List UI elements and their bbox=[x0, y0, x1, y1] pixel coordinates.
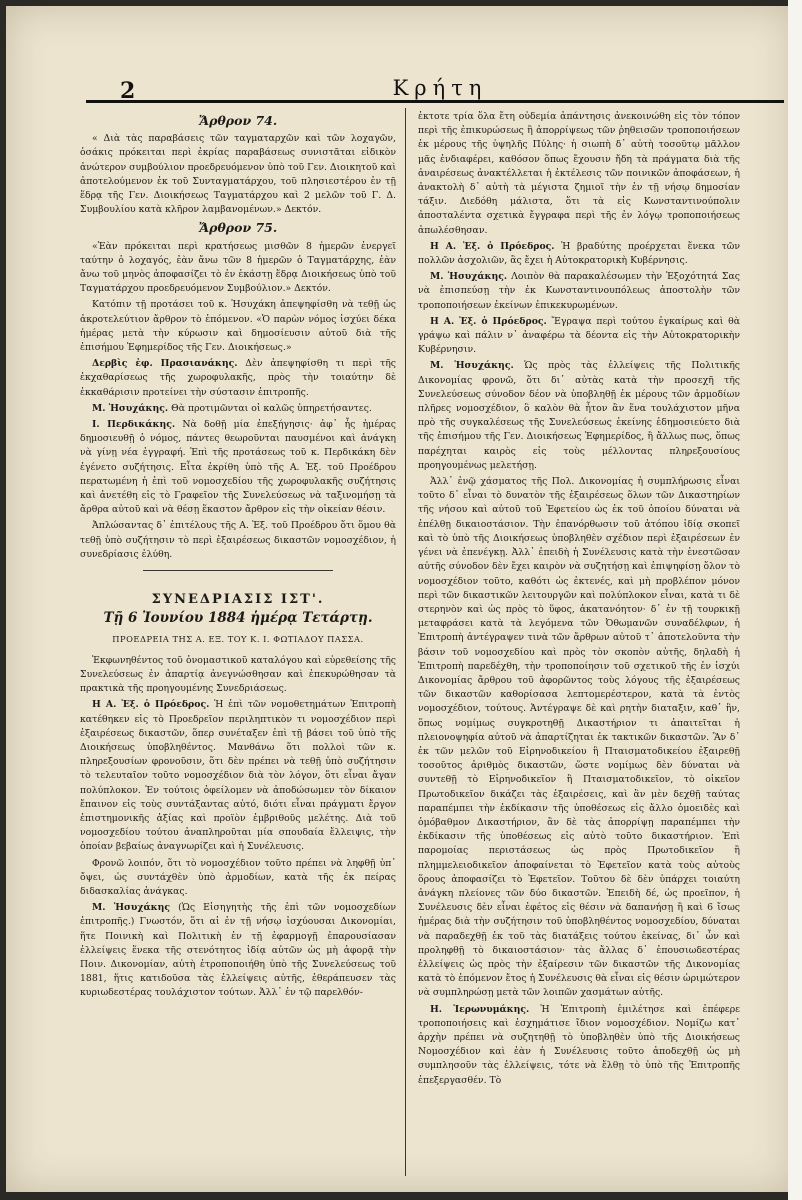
speaker-name: Μ. Ἡσυχάκης. bbox=[92, 402, 169, 414]
newspaper-title: Κρήτη bbox=[392, 76, 488, 100]
speech-text: Ἡ ἐπὶ τῶν νομοθετημάτων Ἐπιτροπὴ κατέθηκεν εἰς τὸ Προεδρεῖον περιληπτικὸν τι νομοσχέδιον περὶ ἐξαιρέσεως δικαστῶν, ὅπερ συνέταξεν ἐπὶ τῇ βάσει τοῦ ὑπὸ τῆς Διοικήσεως ὑποβληθέντος. Μανθάνω ὅτι πολλοὶ τῶν κ. πληρεξουσίων φρονοῦσιν, ὅτι δὲν πρέπει νὰ τεθῇ ὑπὸ συζήτησιν τὸ τελευταῖον τοῦτο νομοσχέδιον διὰ τὸν λόγον, ὅτι εἶναι ἄγαν πολύπλοκον. Ἐν τούτοις ὀφείλομεν νὰ ἀποδώσωμεν τὸν δίκαιον ἔπαινον εἰς τοὺς συντάξαντας αὐτό, διότι εἶναι πράγματι ἔργον ἐπιστημονικῆς ἀξίας καὶ προϊὸν ἐμβριθοῦς μελέτης. Διὰ τοῦ νομοσχεδίου τούτου ἀναπληροῦται μία σπουδαία ἔλλειψις, τὴν ὁποίαν βεβαίως ἀναγνωρίζει καὶ ἡ Συνέλευσις. bbox=[80, 699, 396, 853]
left-column bbox=[80, 110, 396, 1003]
speech-paragraph bbox=[80, 698, 396, 854]
scan-edge bbox=[788, 0, 802, 1200]
paragraph: ἐκτοτε τρία ὅλα ἔτη οὐδεμία ἀπάντησις ἀνεκοινώθη εἰς τὸν τόπον περὶ τῆς ἐπικυρώσεως ἢ ἀπορρίψεως τῶν ῥηθεισῶν τροποποιήσεων ἐκ μέρους τῆς ὑψηλῆς Πύλης· ἡ σιωπὴ δ᾽ αὐτὴ τοσοῦτῳ μᾶλλον μᾶς ἐνδιαφέρει, καθόσον ὅπως ἔχουσιν ἤδη τὰ πράγματα διὰ τῆς ἀναιρέσεως ἀνακτέλλεται ἡ ἐκτέλεσις τῶν ποινικῶν ἀποφάσεων, ἡ ἀνακτολὴ δ᾽ αὐτὴ τὰ μέγιστα ζημιοῖ τὴν ἐν τῇ νήσῳ δημοσίαν τάξιν. Διεδόθη μάλιστα, ὅτι τὰ εἰς Κωνσταντινούπολιν ἀποσταλέντα σχετικὰ ἔγγραφα περὶ τῆς ἐν λόγῳ τροποποιήσεως ἀπωλέσθησαν. bbox=[418, 111, 740, 236]
speech-text: Νὰ δοθῇ μία ἐπεξήγησις· ἀφ᾽ ἧς ἡμέρας δημοσιευθῇ ὁ νόμος, πάντες θεωροῦνται παυσμένοι καὶ ἀνάγκη νὰ γίνῃ νέα ἐγγραφή. Ἐπὶ τῆς προτάσεως τοῦ κ. Περδικάκη δὲν ἐγένετο συζήτησις. Εἶτα ἐκρίθη ὑπὸ τῆς Α. Ἐξ. τοῦ Προέδρου περατωμένη ἡ ἐπὶ τοῦ νομοσχεδίου τῆς χωροφυλακῆς συζήτησις καὶ ἀνετέθη εἰς τὸ Γραφεῖον τῆς Συνελεύσεως νὰ ταξινομήσῃ τὰ ἄρθρα αὐτοῦ καὶ νὰ θέσῃ ἕκαστον ἄρθρον εἰς τὴν οἰκείαν θέσιν. bbox=[80, 419, 396, 516]
speaker-name: Η. Ἱερωνυμάκης. bbox=[430, 1003, 530, 1015]
article-75-heading: Ἄρθρον 75. bbox=[198, 220, 278, 236]
article-75-text: «Ἐὰν πρόκειται περὶ κρατήσεως μισθῶν 8 ἡμερῶν ἐνεργεῖ ταύτην ὁ λοχαγός, ἐὰν ἄνω τῶν 8 ἡμερῶν ὁ Ταγματάρχης, ἐὰν ἄνω τοῦ μηνὸς ἀποφασίζει τὸ ἐν ἑκάστῃ ἕδρᾳ Διοικήσεως ὑπὸ τοῦ Ταγματάρχου προεδρευόμενον Συμβούλιον.» Δεκτόν. bbox=[80, 240, 396, 295]
speech-text: Λοιπὸν θὰ παρακαλέσωμεν τὴν Ἐξοχότητά Σας νὰ ἐπισπεύσῃ τὴν ἐκ Κωνσταντινουπόλεως ἀποστολὴν τῶν τροποποιήσεων ἐκείνων ἐπικεκυρωμένων. bbox=[418, 271, 740, 311]
paragraph: Κατόπιν τῇ προτάσει τοῦ κ. Ἡσυχάκη ἀπεψηφίσθη νὰ τεθῇ ὡς ἀκροτελεύτιον ἄρθρον τὸ ἑπόμενον. «Ὁ παρὼν νόμος ἰσχύει δέκα ἡμέρας μετὰ τὴν κύρωσιν καὶ δημοσίευσιν αὐτοῦ διὰ τῆς ἐπισήμου Ἐφημερίδος τῆς Γεν. Διοικήσεως.» bbox=[80, 299, 396, 354]
article-74-text: « Διὰ τὰς παραβάσεις τῶν ταγματαρχῶν καὶ τῶν λοχαγῶν, ὁσάκις πρόκειται περὶ ἐκρίας παραβάσεως συνιστᾶται εἰδικὸν ἀνώτερον συμβούλιον προεδρευόμενον ὑπὸ τοῦ Γεν. Διοικητοῦ καὶ ἀποτελούμενον ἐκ τοῦ Συνταγματάρχου, τοῦ πλησιεστέρου ἐν τῇ ἕδρᾳ τῆς Γεν. Διοικήσεως Ταγματάρχου καὶ 2 μελῶν τοῦ Γ. Δ. Συμβουλίου κατὰ κλῆρον λαμβανομένων.» Δεκτόν. bbox=[80, 133, 396, 216]
speech-paragraph bbox=[418, 359, 740, 473]
speaker-name: Η Α. Ἐξ. ὁ Πρόεδρος. bbox=[430, 315, 547, 327]
speech-paragraph bbox=[418, 240, 740, 268]
speech-text: Θὰ προτιμῶνται οἱ καλῶς ὑπηρετήσαντες. bbox=[171, 402, 372, 414]
speech-text: Δὲν ἀπεψηφίσθη τι περὶ τῆς ἐκχαθαρίσεως τῆς χωροφυλακῆς, πρὸς τὴν τοιαύτην δὲ ἐκκαθάρισιν προτείνει τὴν σύστασιν ἐπιτροπῆς. bbox=[80, 358, 396, 398]
speech-text: Ἡ Ἐπιτροπὴ ἐμιλέτησε καὶ ἐπέφερε τροποποιήσεις καὶ ἐσχημάτισε ἴδιον νομοσχέδιον. Νομίζω κατ᾽ ἀρχὴν πρέπει νὰ συζητηθῇ τὸ ὑποβληθὲν ὑπὸ τῆς Διοικήσεως Νομοσχέδιον καὶ ἐὰν ἡ Συνέλευσις τοῦτο ἀποδεχθῇ ὡς μὴ συμπλησοῦν τὰς ἐλλείψεις, τότε νὰ ἔλθῃ τὸ ὑπὸ τῆς Ἐπιτροπῆς ἐπεξεργασθέν. Τὸ bbox=[418, 1003, 740, 1086]
speech-paragraph bbox=[418, 1003, 740, 1088]
speaker-name: Δερβὶς ἐφ. Πρασιανάκης. bbox=[92, 358, 238, 370]
speech-text: Ὡς πρὸς τὰς ἐλλείψεις τῆς Πολιτικῆς Δικονομίας φρονῶ, ὅτι δι᾽ αὐτὰς κατὰ τὴν προσεχῆ τῆς Συνελεύσεως σύνοδον δέον νὰ ὑποβληθῇ ἐκ μέρους τῶν ἁρμοδίων πλῆρες νομοσχέδιον, ὃ καλὸν θὰ ἦτον ἂν ἕνα τουλάχιστον μῆνα πρὸ τῆς συγκαλέσεως τῆς Συνελεύσεως ἐκείνης ἐδημοσιεύετο διὰ τῆς ἐπισήμου τῆς Γεν. Διοικήσεως Ἐφημερίδος, ἢ ἄλλως πως, ὅπως παρέχηται καιρὸς εἰς τοὺς μέλλοντας πληρεξουσίους προηγουμένως μελετήσῃ. bbox=[418, 360, 741, 471]
speech-text: (Ὡς Εἰσηγητὴς τῆς ἐπὶ τῶν νομοσχεδίων ἐπιτροπῆς.) Γνωστόν, ὅτι αἱ ἐν τῇ νήσῳ ἰσχύουσαι Δικονομίαι, ἥτε Ποινικὴ καὶ Πολιτικὴ ἐν τῇ ἐφαρμογῇ ἐπαρουσίασαν ἐλλείψεις ἕνεκα τῆς στενότητος ἰδίᾳ αὐτῶν ὡς μὴ ἀφορᾷ τὴν Ποιν. Δικονομίαν, αὐτὴ ἐτροποποιήθη ὑπὸ τῆς Συνελεύσεως τοῦ 1881, ἥτις κατιδοῦσα τὰς ἐλλείψεις αὐτῆς, ἐθεράπευσεν τὰς κυριωδεστέρας τουλάχιστον τούτων. Ἀλλ᾽ ἐν τῷ παρελθόν- bbox=[80, 902, 396, 999]
column-divider bbox=[405, 108, 406, 1176]
speech-paragraph bbox=[80, 402, 396, 416]
header-rule bbox=[86, 100, 784, 103]
session-date: Τῇ 6 Ἰουνίου 1884 ἡμέρᾳ Τετάρτῃ. bbox=[103, 610, 373, 627]
speaker-name: Ι. Περδικάκης. bbox=[92, 419, 176, 431]
article-74-heading: Ἄρθρον 74. bbox=[198, 113, 278, 128]
presidency-line: ΠΡΟΕΔΡΕΙΑ ΤΗΣ Α. ΕΞ. ΤΟΥ Κ. Ι. ΦΩΤΙΑΔΟΥ ΠΑΣΣΑ. bbox=[112, 633, 364, 644]
speaker-name: Μ. Ἡσυχάκης bbox=[92, 902, 171, 914]
speech-text: Ἔγραψα περὶ τούτου ἐγκαίρως καὶ θὰ γράψω καὶ πάλιν ν᾽ ἀναφέρω τὰ δέοντα εἰς τὴν Αὐτοκρατορικὴν Κυβέρνησιν. bbox=[418, 315, 740, 356]
speech-paragraph bbox=[80, 418, 396, 517]
speech-paragraph bbox=[418, 270, 740, 313]
paragraph: Ἐκφωνηθέντος τοῦ ὀνομαστικοῦ καταλόγου καὶ εὑρεθείσης τῆς Συνελεύσεως ἐν ἀπαρτίᾳ ἀνεγνώσθησαν καὶ ἐπεκυρώθησαν τὰ πρακτικὰ τῆς προηγουμένης Συνεδριάσεως. bbox=[80, 654, 396, 695]
section-divider bbox=[143, 570, 333, 571]
right-column bbox=[418, 110, 740, 1090]
speaker-name: Μ. Ἡσυχάκης. bbox=[430, 271, 508, 283]
speaker-name: Μ. Ἡσυχάκης. bbox=[430, 360, 514, 372]
session-heading: ΣΥΝΕΔΡΙΑΣΙΣ ΙΣΤ'. bbox=[151, 592, 325, 608]
page-number: 2 bbox=[120, 78, 136, 104]
paragraph: Φρονῶ λοιπόν, ὅτι τὸ νομοσχέδιον τοῦτο πρέπει νὰ ληφθῇ ὑπ᾽ ὄψει, ὡς συντάχθὲν ὑπὸ ἀρμοδίων, κατὰ τῆς ἐκ πείρας διδασκαλίας ἀνάγκας. bbox=[80, 857, 396, 897]
speaker-name: Η Α. Ἐξ. ὁ Πρόεδρος. bbox=[430, 240, 555, 252]
speech-paragraph bbox=[80, 357, 396, 400]
paragraph: Ἀπλώσαντας δ᾽ ἐπιτέλους τῆς Α. Ἐξ. τοῦ Προέδρου ὅτι ὅμου θὰ τεθῇ ὑπὸ συζήτησιν τὸ περὶ ἐξαιρέσεως δικαστῶν νομοσχέδιον, ἡ συνεδρίασις ἐλύθη. bbox=[80, 520, 396, 560]
speech-paragraph bbox=[418, 315, 740, 358]
paragraph: Ἀλλ᾽ ἐνῷ χάσματος τῆς Πολ. Δικονομίας ἡ συμπλήρωσις εἶναι τοῦτο δ᾽ εἶναι τὸ δυνατὸν τῆς ἐξαιρέσεως ὅλων τῶν Δικαστηρίων τῆς νήσου καὶ αὐτοῦ τοῦ Ἐφετείου ὡς ἐκ τοῦ ὁποίου δύναται νὰ ἐπέλθῃ δικαιοστάσιον. Τὴν ἐπανόρθωσιν τοῦ ἀτόπου ἰδίᾳ σκοπεῖ καὶ τὸ ὑπὸ τῆς Διοικήσεως ὑποβληθὲν σχέδιον περὶ ἐξαιρέσεων ἐν γένει νὰ ἐπενέγκῃ. Ἀλλ᾽ ἐπειδὴ ἡ Συνέλευσις κατὰ τὴν ἐνεστῶσαν αὐτῆς σύνοδον δὲν ἔχει καιρὸν νὰ συζητήσῃ καὶ ἐπιψηφίσῃ ὅλον τὸ νομοσχέδιον τοῦτο, καθότι ὡς ἐκτενές, καὶ μὴ προβλέπον μόνον περὶ τῶν δικαστικῶν λειτουργῶν καὶ πολύπλοκον εἶναι, κατὰ τι δὲ στερηνὸν καὶ ὡς πρὸς τὸ ὕφος, ἀκατανόητον· δ᾽ ἐν τῇ τουρκικῇ μεταφράσει κατὰ τὰ λεγόμενα τῶν Ὀθωμανῶν συναδέλφων, ἡ Ἐπιτροπὴ ἀντέγραψεν τινὰ τῶν ἄρθρων αὐτοῦ τ᾽ ἀποτελοῦντα τὴν βάσιν τοῦ νομοσχεδίου καὶ πρὸς τὸν σκοπὸν αὐτῆς, δηλαδὴ ἡ Ἐπιτροπὴ παρεδέχθη, τὴν τροποποίησιν τοῦ σχετικοῦ τῆς ἐν ἰσχύι Δικονομίας ἄρθρου τοῦ ἀφορῶντος τοὺς λόγους τῆς ἐξαιρέσεως τῶν δικαστῶν καθορίσασα λεπτομερέστερον, κατὰ τὰ ἐντὸς νομοσχέδιον, τούτους. Ἀντέγραψε δὲ καὶ ρητὴν διαταξιν, καθ᾽ ἣν, ὅπως νομίμως συγκροτηθῇ Δικαστήριον τι ἀπαιτεῖται ἡ πλειονοψηφία αὐτοῦ νὰ ἀπαρτίζηται ἐκ τακτικῶν δικαστῶν. Ἂν δ᾽ ἐκ τῶν μελῶν τοῦ Εἰρηνοδικείου ἢ Πταισματοδικείου ἐξαιρεθῇ τοσοῦτος ἀριθμὸς δικαστῶν, ὥστε νομίμως δὲν δύναται νὰ συντεθῇ τὸ Εἰρηνοδικεῖον ἢ Πταισματοδικεῖον, τὸ οἰκεῖον Πρωτοδικεῖον δικάζει τὰς ἐξαιρέσεις, καὶ ἂν μὲν δεχθῇ ταύτας παραπέμπει τὴν ἐκδίκασιν τῆς ὑποθέσεως εἰς ἄλλο ὁμοειδὲς καὶ ὁμόβαθμον Δικαστήριον, ἂν δὲ τὰς ἀπορρίψῃ παραπέμπει τὴν ἐκδίκασιν τῆς ὑποθέσεως εἰς αὐτὸ τοῦτο δικαστήριον. Ἐπὶ παρομοίας περιστάσεως ὡς πρὸς Πρωτοδικεῖον ἢ πλημμελειοδικεῖον ἀποφαίνεται τὸ Ἐφετεῖον κατὰ τοὺς αὐτοὺς ὅρους ἀποφασίζει τὸ Ἐφετεῖον. Τοῦτου δὲ δὲν ὑπάρχει τοιαύτη ἀνάγκη πλείονες τῶν δύο δικαστῶν. Ἐπειδὴ δέ, ὡς προεῖπον, ἡ Συνέλευσις δὲν εἶναι ἐφέτος εἰς θέσιν νὰ δαπανήσῃ ἢ καὶ 6 ἴσως ἡμέρας διὰ τὴν συζήτησιν τοῦ ὑποβληθέντος νομοσχεδίου, δύναται νὰ παραδεχθῇ ἐκ τοῦ τὰς διατάξεις τούτου ἐκείνας, δι᾽ ὧν καὶ προληφθῇ τὸ δικαιοστάσιον· τὰς ἄλλας δ᾽ ἐπουσιωδεστέρας ἐλλείψεις ὡς πρὸς τὴν ἐξαίρεσιν τῶν δικαστῶν τῆς Δικονομίας κατὰ τὸ ἑπόμενον ἔτος ἡ Συνέλευσις θὰ εἶναι εἰς θέσιν ὡριμώτερον νὰ συμπληρώσῃ μετὰ τῶν λοιπῶν χασμάτων αὐτῆς. bbox=[418, 476, 740, 999]
speech-paragraph bbox=[80, 901, 396, 1000]
speech-text: Ἡ βραδύτης προέρχεται ἕνεκα τῶν πολλῶν ἀσχολιῶν, ἃς ἔχει ἡ Αὐτοκρατορικὴ Κυβέρνησις. bbox=[418, 240, 740, 267]
speaker-name: Η Α. Ἐξ. ὁ Πρόεδρος. bbox=[92, 699, 210, 711]
